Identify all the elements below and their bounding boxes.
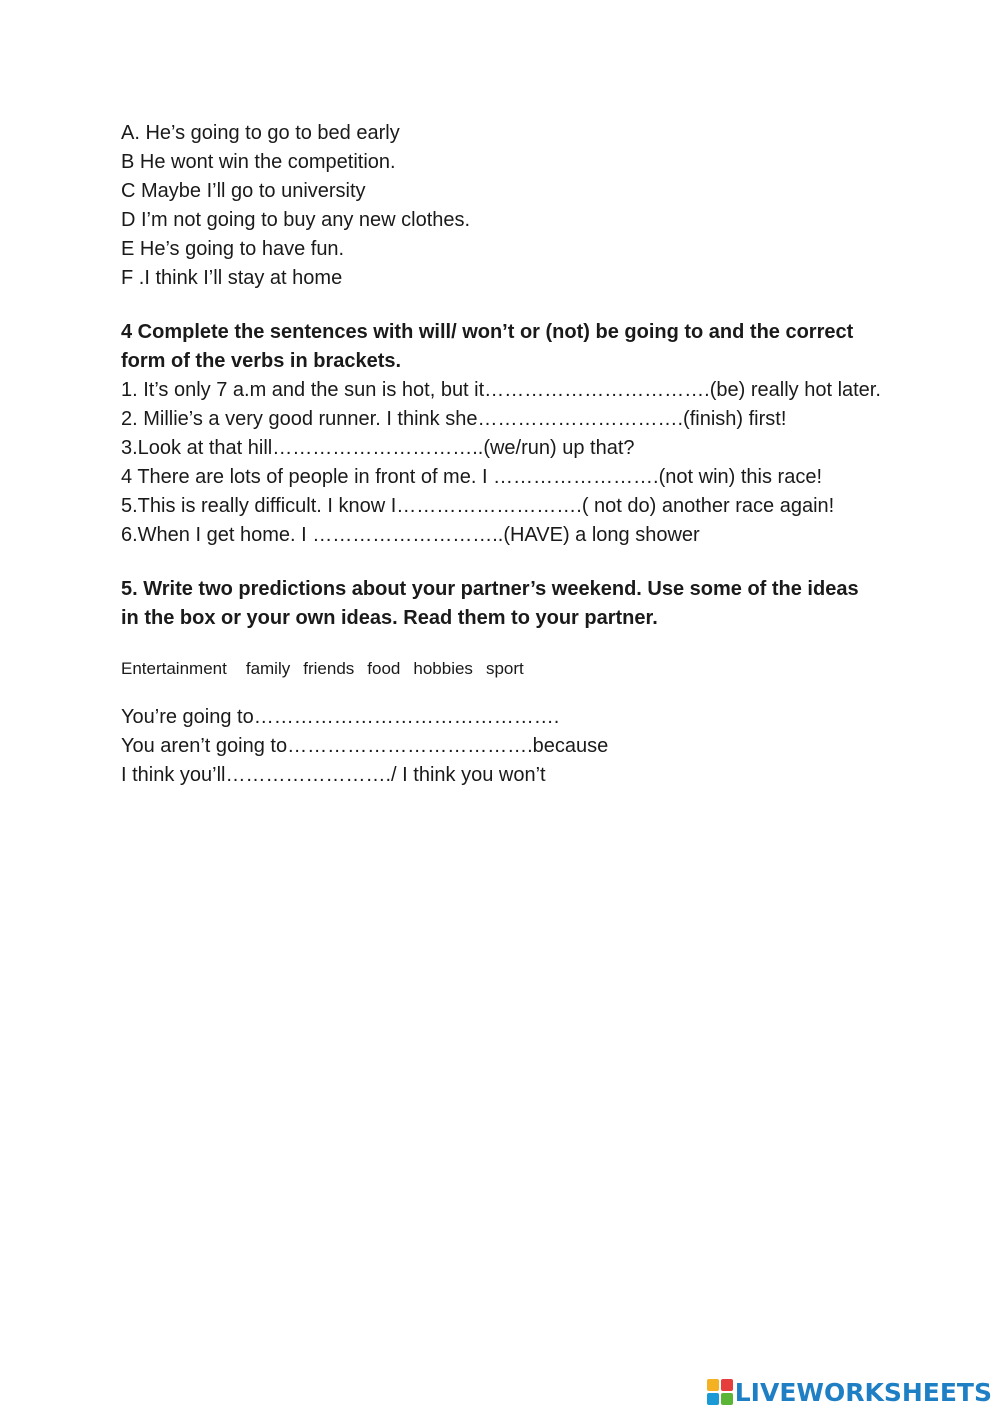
idea-word: hobbies xyxy=(413,659,473,678)
exercise-4-item-1: 1. It’s only 7 a.m and the sun is hot, but it…………………………….(be) really hot later. xyxy=(121,379,881,401)
worksheet-page xyxy=(121,119,881,790)
exercise-4-item-2: 2. Millie’s a very good runner. I think she………………………….(finish) first! xyxy=(121,408,787,430)
exercise-4-item-4: 4 There are lots of people in front of me. I …………………….(not win) this race! xyxy=(121,466,823,488)
exercise-4-item-5: 5.This is really difficult. I know I……………………….( not do) another race again! xyxy=(121,495,835,517)
exercise-4 xyxy=(121,318,881,550)
option-d: D I’m not going to buy any new clothes. xyxy=(121,209,471,231)
prediction-line-1: You’re going to………………………………………. xyxy=(121,706,560,728)
option-b: B He wont win the competition. xyxy=(121,151,396,173)
idea-word: food xyxy=(367,659,401,678)
liveworksheets-watermark xyxy=(707,1377,992,1407)
prediction-line-3: I think you’ll……………………./ I think you won’t xyxy=(121,764,546,786)
option-a: A. He’s going to go to bed early xyxy=(121,122,400,144)
exercise-4-item-6: 6.When I get home. I ………………………..(HAVE) a long shower xyxy=(121,524,700,546)
prediction-line-2: You aren’t going to……………………………….because xyxy=(121,735,609,757)
option-c: C Maybe I’ll go to university xyxy=(121,180,366,202)
exercise-5 xyxy=(121,575,881,790)
idea-word: Entertainment xyxy=(121,659,227,678)
liveworksheets-logo-icon xyxy=(707,1379,733,1405)
exercise-4-item-3: 3.Look at that hill…………………………..(we/run) up that? xyxy=(121,437,635,459)
idea-word: friends xyxy=(303,659,355,678)
answer-options xyxy=(121,119,881,293)
liveworksheets-brand-text: LIVEWORKSHEETS xyxy=(734,1377,992,1407)
idea-word: family xyxy=(245,659,291,678)
option-f: F .I think I’ll stay at home xyxy=(121,267,343,289)
exercise-4-heading: 4 Complete the sentences with will/ won’t or (not) be going to and the correct form of the verbs in brackets. xyxy=(121,321,854,372)
prediction-lines xyxy=(121,703,881,790)
exercise-5-heading: 5. Write two predictions about your partner’s weekend. Use some of the ideas in the box or your own ideas. Read them to your partner. xyxy=(121,578,859,629)
option-e: E He’s going to have fun. xyxy=(121,238,345,260)
idea-word-box xyxy=(121,657,881,681)
idea-word: sport xyxy=(485,659,524,678)
